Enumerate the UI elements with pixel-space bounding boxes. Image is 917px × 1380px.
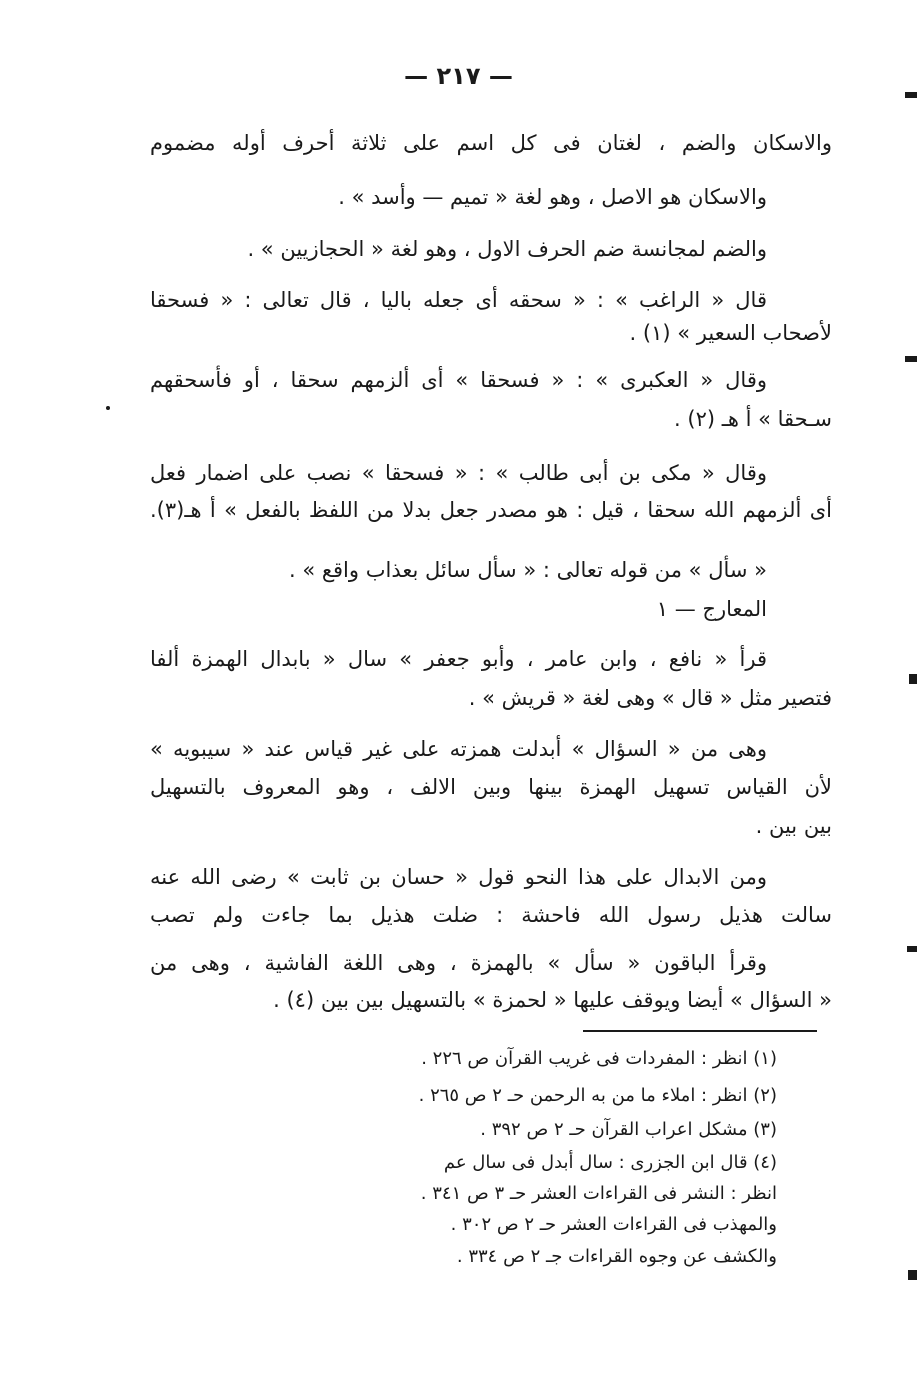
body-line: ومن الابدال على هذا النحو قول « حسان بن ثابت » رضى الله عنه bbox=[150, 865, 767, 889]
body-line: أى ألزمهم الله سحقا ، قيل : هو مصدر جعل بدلا من اللفظ بالفعل » أ هـ(٣). bbox=[150, 498, 832, 522]
scan-edge-mark bbox=[908, 1270, 917, 1280]
footnote: (٣) مشكل اعراب القرآن حـ ٢ ص ٣٩٢ . bbox=[480, 1119, 777, 1140]
body-line: فتصير مثل « قال » وهى لغة « قريش » . bbox=[468, 686, 832, 710]
page-number: — ٢١٧ — bbox=[404, 62, 513, 90]
body-line: لأن القياس تسهيل الهمزة بينها وبين الالف ، وهو المعروف بالتسهيل bbox=[150, 775, 832, 799]
body-line: وقال « العكبرى » : « فسحقا » أى ألزمهم سحقا ، أو فأسحقهم bbox=[150, 368, 767, 392]
scan-speck bbox=[106, 406, 110, 410]
body-line: وقال « مكى بن أبى طالب » : « فسحقا » نصب على اضمار فعل bbox=[150, 461, 767, 485]
footnote-divider bbox=[583, 1030, 817, 1032]
body-line: « السؤال » أيضا ويوقف عليها « لحمزة » بالتسهيل بين بين (٤) . bbox=[273, 988, 832, 1012]
body-line: سـحقا » أ هـ (٢) . bbox=[674, 407, 832, 431]
footnote: انظر : النشر فى القراءات العشر حـ ٣ ص ٣٤١ . bbox=[420, 1183, 777, 1204]
footnote: (٤) قال ابن الجزرى : سال أبدل فى سال عم bbox=[443, 1152, 777, 1173]
body-line: لأصحاب السعير » (١) . bbox=[629, 321, 832, 345]
verse-reference: المعارج — ١ bbox=[656, 597, 767, 621]
scan-edge-mark bbox=[905, 92, 917, 98]
scan-edge-mark bbox=[907, 946, 917, 952]
body-line: بين بين . bbox=[755, 814, 832, 838]
body-line: والاسكان والضم ، لغتان فى كل اسم على ثلاثة أحرف أوله مضموم bbox=[150, 131, 832, 155]
body-line: والضم لمجانسة ضم الحرف الاول ، وهو لغة « الحجازيين » . bbox=[247, 237, 767, 261]
footnote: والكشف عن وجوه القراءات جـ ٢ ص ٣٣٤ . bbox=[456, 1246, 777, 1267]
body-line: وهى من « السؤال » أبدلت همزته على غير قياس عند « سيبويه » bbox=[150, 737, 767, 761]
body-line: وقرأ الباقون « سأل » بالهمزة ، وهى اللغة الفاشية ، وهى من bbox=[150, 951, 767, 975]
body-line: « سأل » من قوله تعالى : « سأل سائل بعذاب واقع » . bbox=[288, 558, 767, 582]
footnote: (٢) انظر : املاء ما من به الرحمن حـ ٢ ص ٢٦٥ . bbox=[418, 1085, 777, 1106]
body-line: قرأ « نافع ، وابن عامر ، وأبو جعفر » سال « بابدال الهمزة ألفا bbox=[150, 647, 767, 671]
body-line: قال « الراغب » : « سحقه أى جعله باليا ، قال تعالى : « فسحقا bbox=[150, 288, 767, 312]
scan-edge-mark bbox=[905, 356, 917, 362]
body-line: والاسكان هو الاصل ، وهو لغة « تميم — وأسد » . bbox=[338, 185, 767, 209]
footnote: والمهذب فى القراءات العشر حـ ٢ ص ٣٠٢ . bbox=[450, 1214, 777, 1235]
footnote: (١) انظر : المفردات فى غريب القرآن ص ٢٢٦ . bbox=[421, 1048, 777, 1069]
scan-edge-mark bbox=[909, 674, 917, 684]
poetry-verse: سالت هذيل رسول الله فاحشة : ضلت هذيل بما جاءت ولم تصب bbox=[150, 903, 832, 927]
